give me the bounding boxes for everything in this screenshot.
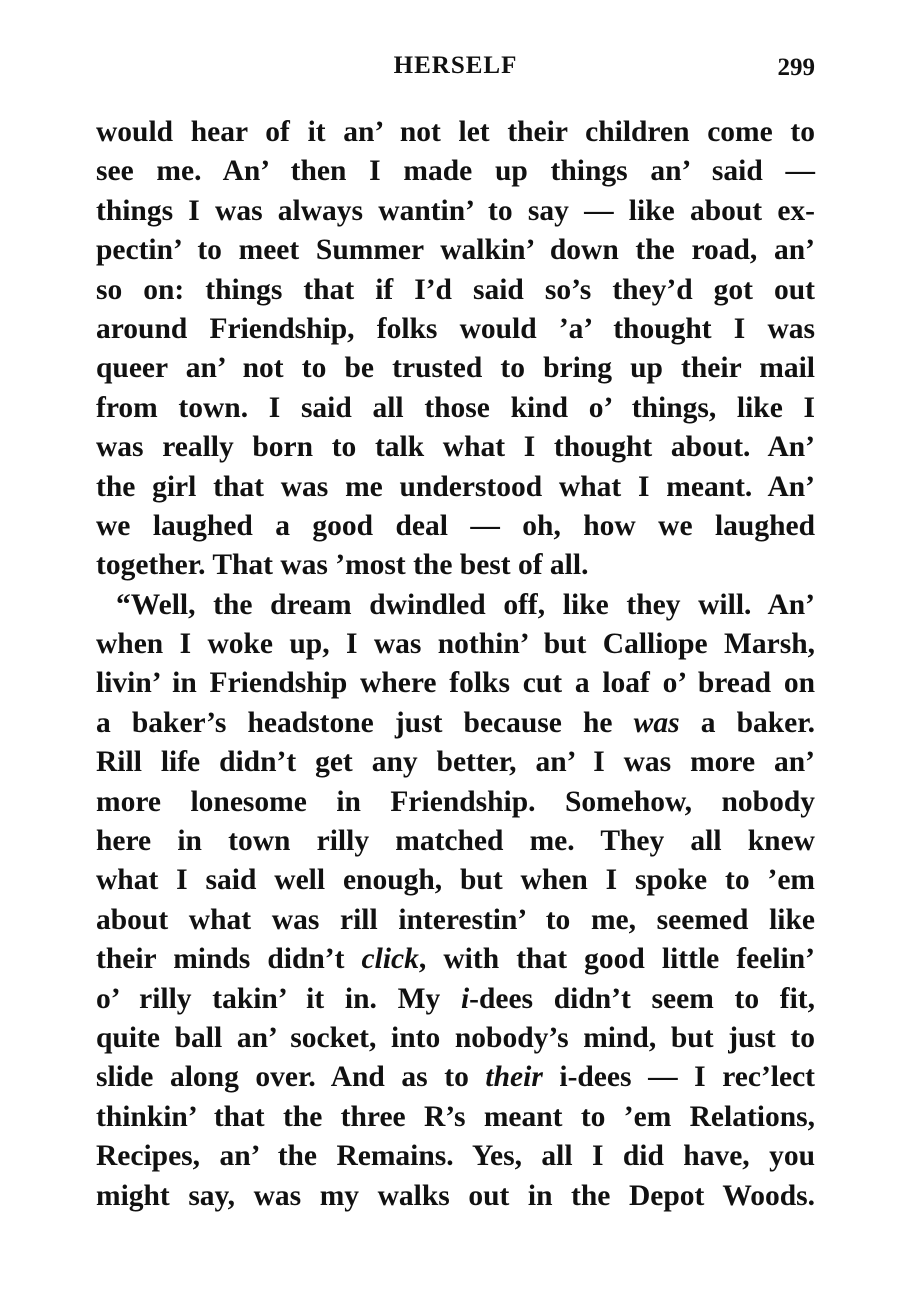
- text-line: pectin’ to meet Summer walkin’ down the road, an’: [96, 234, 815, 267]
- italic-word: was: [633, 706, 680, 739]
- italic-word: i: [460, 982, 470, 1015]
- running-head: [96, 52, 815, 86]
- italic-word: their: [485, 1061, 543, 1094]
- text-line: quite ball an’ socket, into nobody’s mind, but just to: [96, 1021, 815, 1054]
- text-line: Rill life didn’t get any better, an’ I was more an’: [96, 746, 815, 779]
- text-line: more lonesome in Friendship. Somehow, nobody: [96, 785, 815, 818]
- paragraph-start-line: “Well, the dream dwindled off, like they will. An’: [116, 588, 815, 621]
- text-line: so on: things that if I’d said so’s they’d got out: [96, 273, 815, 306]
- text-segment: o’ rilly takin’ it in. My: [96, 982, 461, 1015]
- text-line: what I said well enough, but when I spoke to ’em: [96, 864, 815, 897]
- text-line: here in town rilly matched me. They all knew: [96, 825, 815, 858]
- text-line-with-italic: [96, 940, 815, 979]
- text-line: the girl that was me understood what I meant. An’: [96, 470, 815, 503]
- text-segment: , with that good little feelin’: [418, 943, 815, 976]
- text-line: about what was rill interestin’ to me, seemed like: [96, 903, 815, 936]
- text-line: from town. I said all those kind o’ things, like I: [96, 391, 815, 424]
- text-line: was really born to talk what I thought about. An’: [96, 431, 815, 464]
- text-line: would hear of it an’ not let their children come to: [96, 116, 815, 148]
- text-line: queer an’ not to be trusted to bring up their mail: [96, 352, 815, 385]
- body-text: [96, 113, 815, 1216]
- text-line: around Friendship, folks would ’a’ thought I was: [96, 312, 815, 345]
- text-line: might say, was my walks out in the Depot Woods.: [96, 1179, 815, 1212]
- text-segment: i-dees — I rec’lect: [542, 1061, 816, 1094]
- text-line: things I was always wantin’ to say — like about ex-: [96, 194, 815, 227]
- text-segment: a baker.: [679, 706, 816, 739]
- text-line-with-italic: [96, 1058, 815, 1097]
- text-segment: a baker’s headstone just because he: [96, 706, 634, 739]
- paragraph-end-line: together. That was ’most the best of all.: [96, 549, 589, 582]
- text-line: we laughed a good deal — oh, how we laughed: [96, 509, 815, 542]
- text-line: see me. An’ then I made up things an’ said —: [96, 155, 815, 188]
- text-segment: -dees didn’t seem to fit,: [469, 982, 816, 1015]
- text-segment: slide along over. And as to: [96, 1061, 486, 1094]
- text-line: when I woke up, I was nothin’ but Calliope Marsh,: [96, 628, 815, 661]
- text-segment: their minds didn’t: [96, 943, 362, 976]
- text-line: Recipes, an’ the Remains. Yes, all I did have, you: [96, 1140, 815, 1173]
- text-line: thinkin’ that the three R’s meant to ’em Relations,: [96, 1100, 815, 1133]
- italic-word: click: [361, 943, 419, 976]
- text-line-with-italic: [96, 704, 815, 743]
- page-number: 299: [777, 54, 815, 81]
- text-line-with-italic: [96, 980, 815, 1019]
- running-title: HERSELF: [393, 52, 518, 79]
- text-line: livin’ in Friendship where folks cut a loaf o’ bread on: [96, 667, 815, 700]
